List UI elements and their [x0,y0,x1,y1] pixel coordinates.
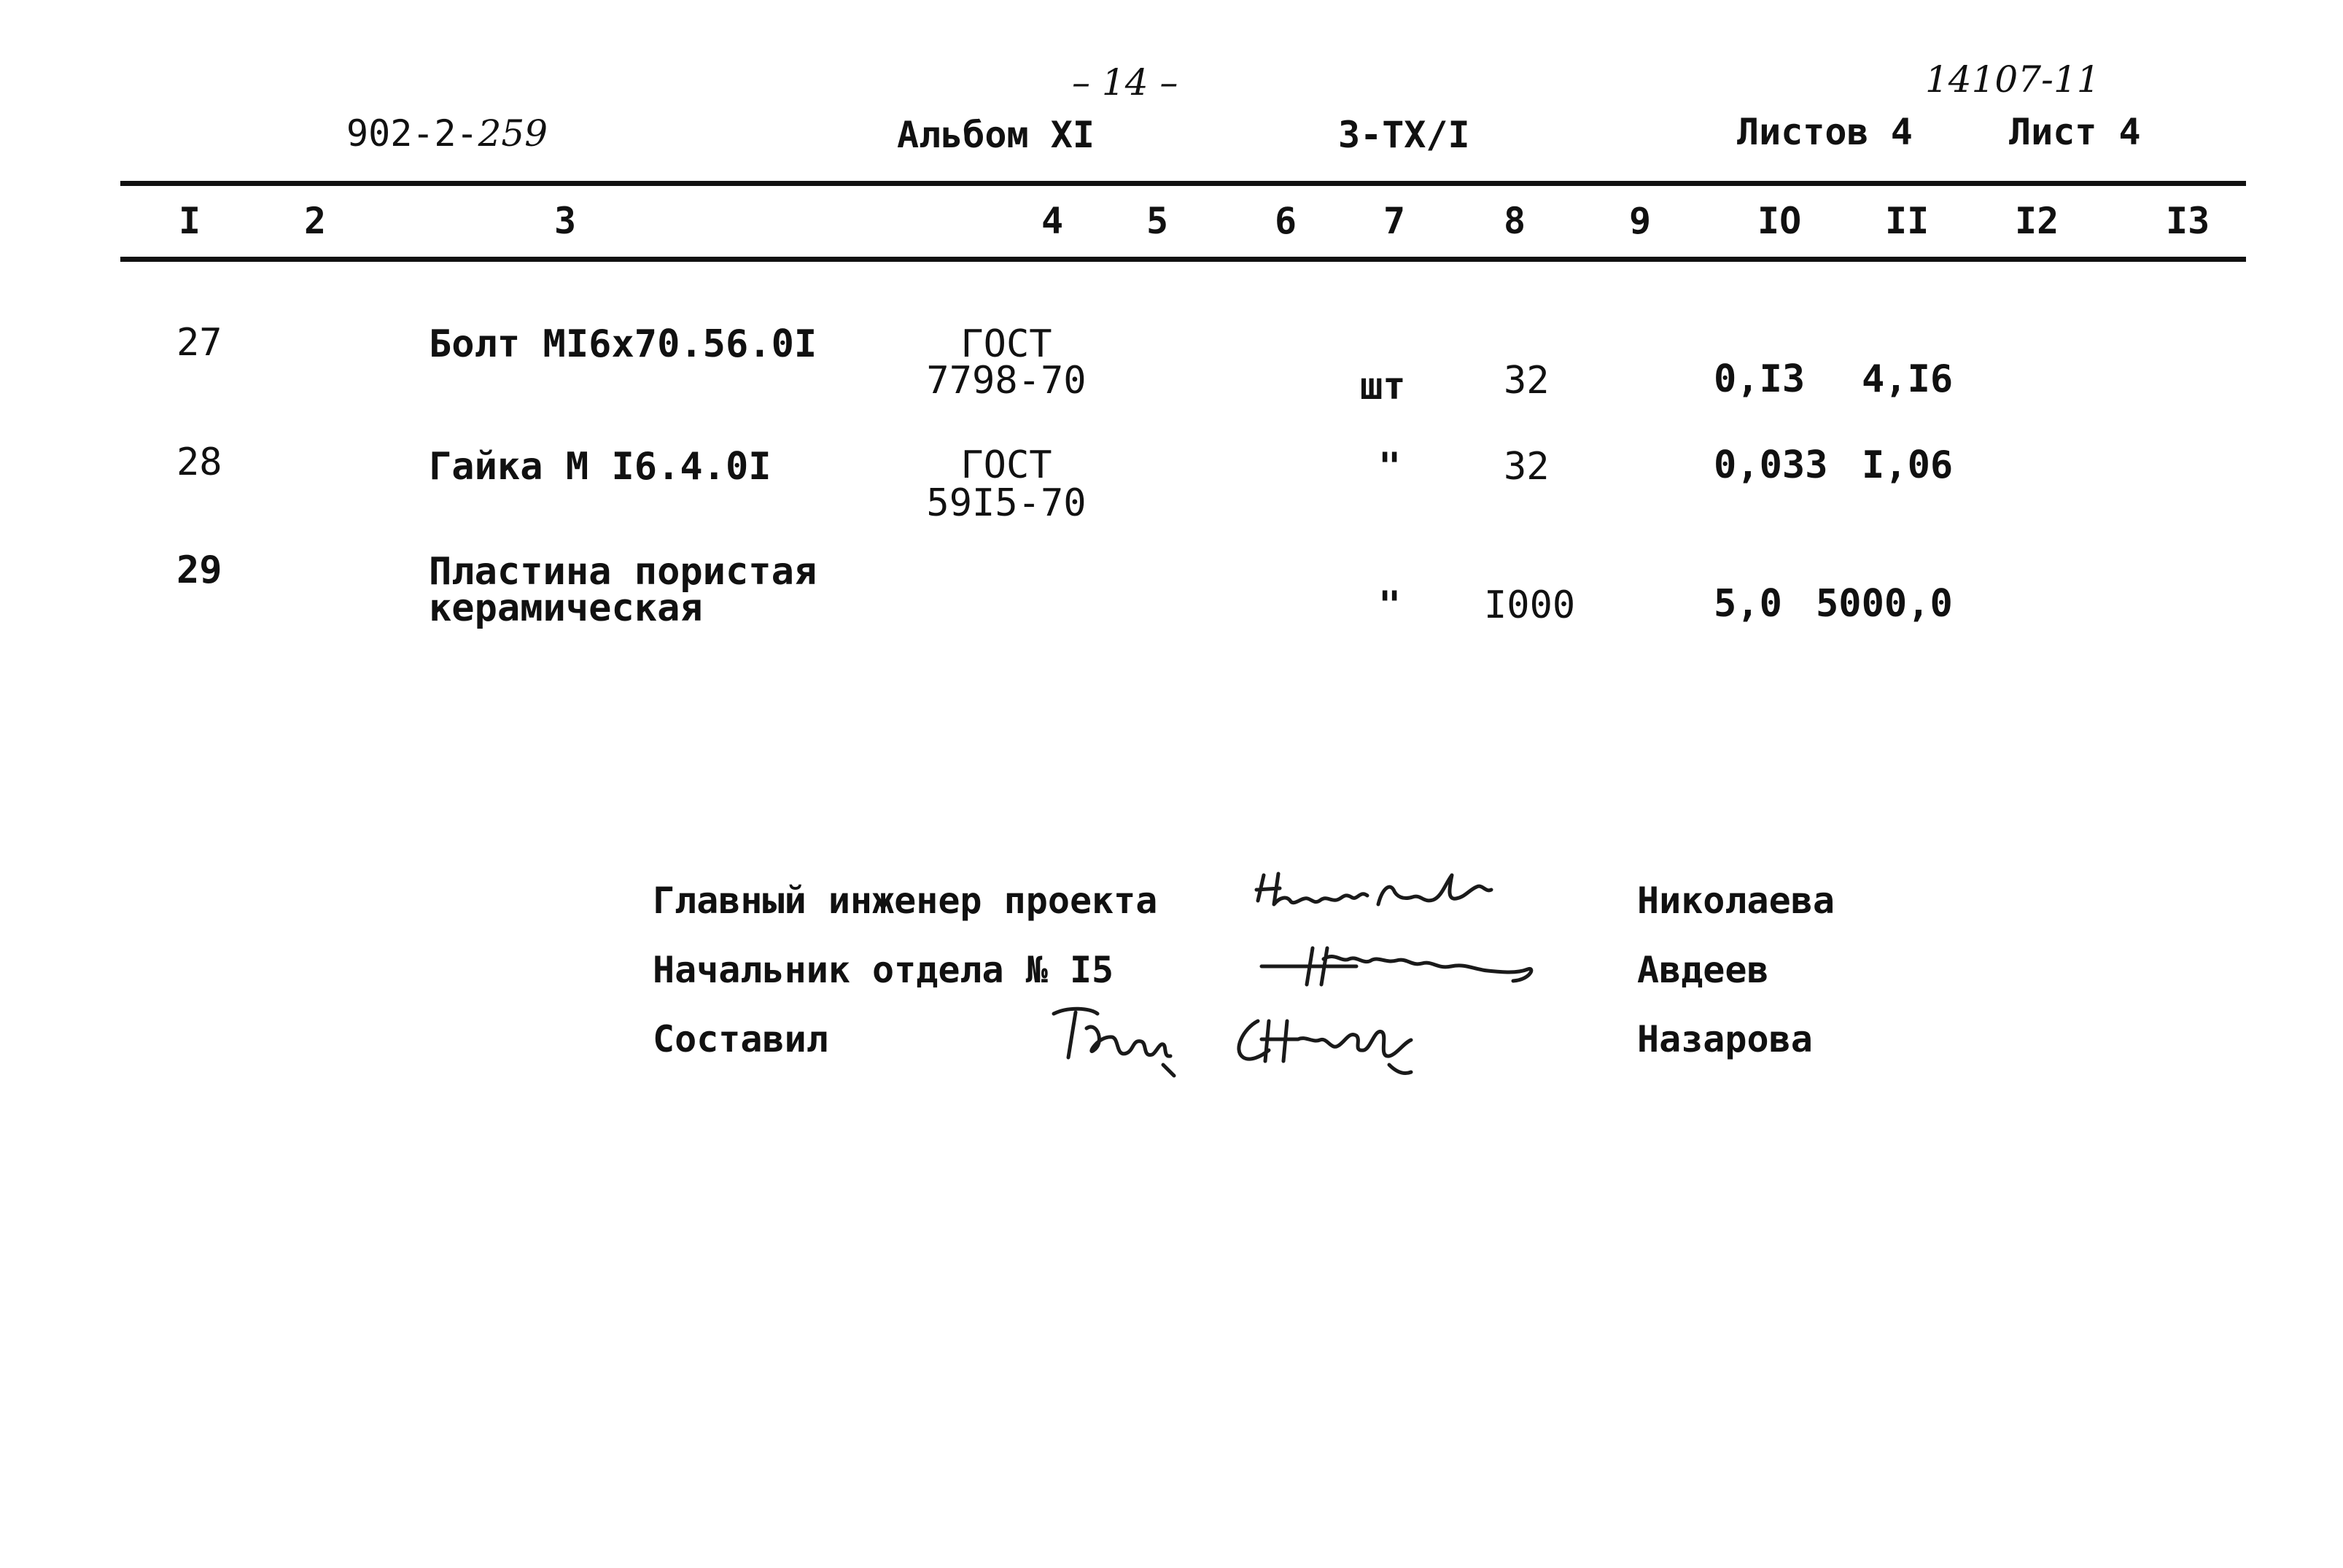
project-code [346,112,548,155]
sheets-total: Листов 4 [1737,111,1913,153]
project-code-hand: 259 [478,112,548,155]
row-28-name: Гайка М I6.4.0I [429,445,772,489]
row-28-quantity: 32 [1504,445,1550,489]
row-27-num: 27 [176,321,222,365]
sheet-number: Лист 4 [2009,111,2141,153]
album-label: Альбом XI [897,114,1095,156]
section-code: 3-ТХ/I [1338,114,1470,156]
handwritten-signature-chief-engineer [1251,868,1499,926]
row-27-quantity: 32 [1504,359,1550,403]
row-29-total-mass: 5000,0 [1816,582,1953,626]
row-27-standard-1: ГОСТ [960,322,1052,366]
row-28-standard-2: 59I5-70 [926,481,1087,525]
signature-role-compiled-by: Составил [653,1018,828,1060]
col-number-9: 9 [1629,200,1652,242]
inventory-number: 14107-11 [1925,58,2100,101]
col-number-1: I [179,200,201,242]
col-number-12: I2 [2015,200,2059,242]
header-top-rule [120,181,2246,186]
handwritten-signature-compiled-by [1046,999,1440,1079]
row-27-unit: шт [1360,365,1406,408]
col-number-13: I3 [2166,200,2210,242]
row-29-num: 29 [176,548,222,592]
col-number-6: 6 [1275,200,1297,242]
row-29-name-1: Пластина пористая [429,550,817,594]
project-code-print: 902-2- [346,112,478,155]
row-27-name: Болт MI6x70.56.0I [429,322,817,366]
row-28-total-mass: I,06 [1862,443,1954,487]
page-number: – 14 – [1072,61,1178,104]
signature-role-chief-engineer: Главный инженер проекта [653,880,1158,922]
col-number-2: 2 [304,200,327,242]
row-27-unit-mass: 0,I3 [1714,357,1806,401]
signature-role-department-head: Начальник отдела № I5 [653,949,1114,991]
col-number-11: II [1885,200,1930,242]
row-29-name-2: керамическая [429,586,703,630]
col-number-10: IO [1757,200,1802,242]
header-bottom-rule [120,257,2246,262]
col-number-5: 5 [1146,200,1169,242]
row-29-unit: " [1378,583,1402,627]
row-28-unit-mass: 0,033 [1714,443,1828,487]
row-29-quantity: I000 [1484,583,1576,627]
col-number-4: 4 [1041,200,1064,242]
row-27-total-mass: 4,I6 [1862,357,1954,401]
row-28-standard-1: ГОСТ [960,443,1052,487]
col-number-8: 8 [1504,200,1526,242]
row-28-unit: " [1378,445,1402,489]
row-29-unit-mass: 5,0 [1714,582,1782,626]
signature-name-department-head: Авдеев [1637,949,1769,991]
handwritten-signature-department-head [1254,937,1546,995]
col-number-3: 3 [554,200,577,242]
col-number-7: 7 [1383,200,1406,242]
row-28-num: 28 [176,440,222,484]
signature-name-chief-engineer: Николаева [1637,880,1835,922]
row-27-standard-2: 7798-70 [926,359,1087,403]
signature-name-compiled-by: Назарова [1637,1018,1813,1060]
